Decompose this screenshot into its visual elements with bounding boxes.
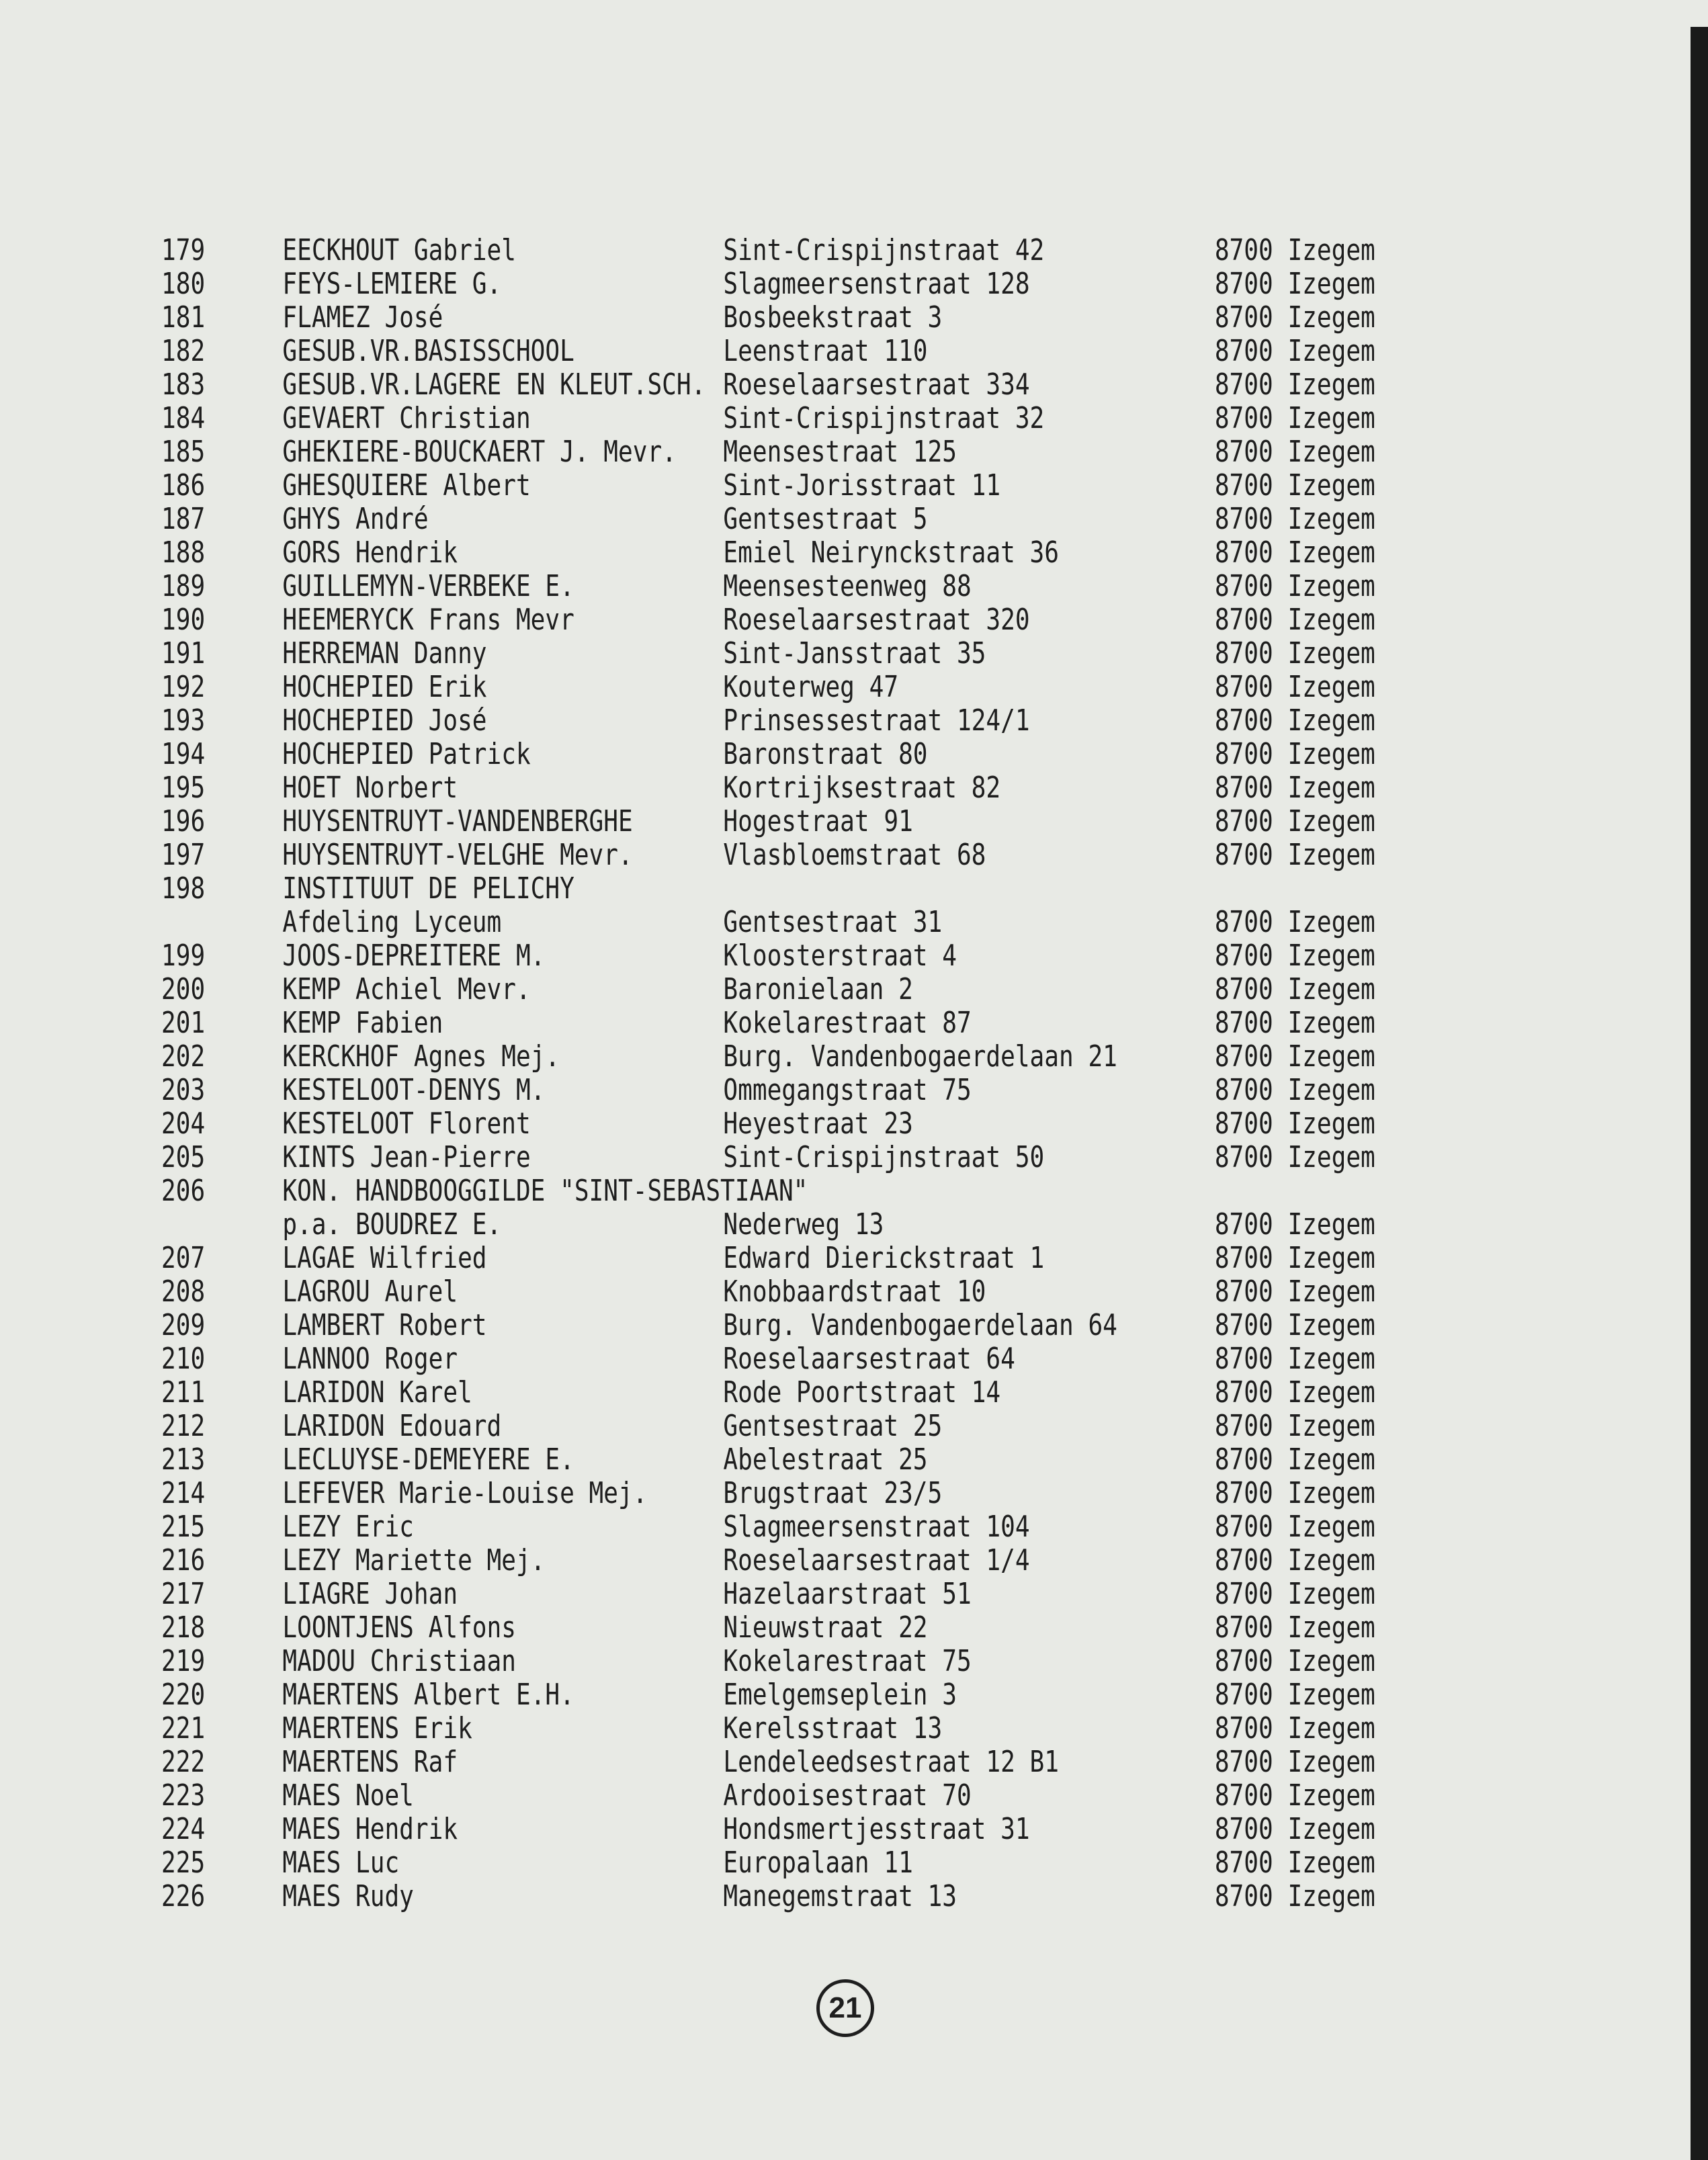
entry-street: Vlasbloemstraat 68 <box>723 838 986 872</box>
scan-edge-bar <box>1691 27 1708 2160</box>
entry-street: Nederweg 13 <box>723 1207 884 1242</box>
entry-number: 183 <box>161 368 206 402</box>
entry-number: 220 <box>161 1678 206 1712</box>
list-item <box>161 872 1285 906</box>
entry-city: 8700 Izegem <box>1214 737 1375 771</box>
entry-street: Burg. Vandenbogaerdelaan 21 <box>723 1039 1117 1074</box>
entry-street: Leenstraat 110 <box>723 334 928 368</box>
entry-city: 8700 Izegem <box>1214 535 1375 570</box>
list-item <box>161 1510 1375 1544</box>
entry-city: 8700 Izegem <box>1214 1577 1375 1611</box>
entry-city: 8700 Izegem <box>1214 838 1375 872</box>
list-item <box>161 1610 1375 1645</box>
entry-street: Ommegangstraat 75 <box>723 1073 972 1107</box>
entry-number: 189 <box>161 569 206 603</box>
entry-number: 211 <box>161 1375 206 1410</box>
list-item <box>161 334 1375 368</box>
entry-city: 8700 Izegem <box>1214 1409 1375 1443</box>
entry-name: HEEMERYCK Frans Mevr <box>282 603 574 637</box>
entry-name: LAMBERT Robert <box>282 1308 487 1342</box>
entry-street: Manegemstraat 13 <box>723 1879 957 1913</box>
entry-city: 8700 Izegem <box>1214 804 1375 838</box>
entry-name: LANNOO Roger <box>282 1342 458 1376</box>
list-item <box>161 737 1375 771</box>
entry-number: 224 <box>161 1812 206 1846</box>
entry-name: KESTELOOT-DENYS M. <box>282 1073 546 1107</box>
entry-street: Roeselaarsestraat 1/4 <box>723 1543 1030 1578</box>
entry-name: LECLUYSE-DEMEYERE E. <box>282 1442 574 1477</box>
entry-street: Lendeleedsestraat 12 B1 <box>723 1745 1060 1779</box>
entry-street: Roeselaarsestraat 64 <box>723 1342 1015 1376</box>
list-item <box>161 1308 1375 1342</box>
list-item <box>161 1543 1375 1578</box>
entry-number: 226 <box>161 1879 206 1913</box>
entry-name: GESUB.VR.LAGERE EN KLEUT.SCH. <box>282 368 706 402</box>
entry-number: 214 <box>161 1476 206 1510</box>
list-item <box>161 905 1375 939</box>
entry-street: Brugstraat 23/5 <box>723 1476 943 1510</box>
entry-number: 188 <box>161 535 206 570</box>
entry-number: 179 <box>161 233 206 267</box>
entry-name: LIAGRE Johan <box>282 1577 458 1611</box>
entry-number: 191 <box>161 636 206 671</box>
entry-name: KON. HANDBOOGGILDE "SINT-SEBASTIAAN" <box>282 1174 808 1208</box>
entry-street: Knobbaardstraat 10 <box>723 1275 986 1309</box>
entry-number: 190 <box>161 603 206 637</box>
list-item <box>161 1006 1375 1040</box>
entry-city: 8700 Izegem <box>1214 300 1375 335</box>
entry-number: 192 <box>161 670 206 704</box>
list-item <box>161 1778 1375 1813</box>
entry-name: KERCKHOF Agnes Mej. <box>282 1039 560 1074</box>
entry-city: 8700 Izegem <box>1214 905 1375 939</box>
entry-city: 8700 Izegem <box>1214 939 1375 973</box>
entry-city: 8700 Izegem <box>1214 1073 1375 1107</box>
entry-number: 208 <box>161 1275 206 1309</box>
entry-city: 8700 Izegem <box>1214 670 1375 704</box>
entry-name: GHESQUIERE Albert <box>282 468 531 503</box>
entry-street: Baronielaan 2 <box>723 972 913 1006</box>
entry-number: 200 <box>161 972 206 1006</box>
entry-street: Sint-Jansstraat 35 <box>723 636 986 671</box>
list-item <box>161 1342 1375 1376</box>
list-item <box>161 1442 1375 1477</box>
entry-street: Gentsestraat 25 <box>723 1409 943 1443</box>
list-item <box>161 1241 1375 1275</box>
list-item <box>161 1846 1375 1880</box>
entry-number: 185 <box>161 435 206 469</box>
entry-street: Edward Dierickstraat 1 <box>723 1241 1045 1275</box>
entry-city: 8700 Izegem <box>1214 1107 1375 1141</box>
entry-number: 207 <box>161 1241 206 1275</box>
entry-street: Sint-Crispijnstraat 32 <box>723 401 1045 435</box>
entry-name: MAERTENS Raf <box>282 1745 458 1779</box>
entry-city: 8700 Izegem <box>1214 334 1375 368</box>
entry-street: Hazelaarstraat 51 <box>723 1577 972 1611</box>
entry-city: 8700 Izegem <box>1214 401 1375 435</box>
entry-number: 217 <box>161 1577 206 1611</box>
entry-name: KESTELOOT Florent <box>282 1107 531 1141</box>
entry-name: HUYSENTRUYT-VANDENBERGHE <box>282 804 633 838</box>
entry-city: 8700 Izegem <box>1214 636 1375 671</box>
list-item <box>161 368 1375 402</box>
entry-name: HUYSENTRUYT-VELGHE Mevr. <box>282 838 633 872</box>
entry-street: Prinsessestraat 124/1 <box>723 703 1030 738</box>
entry-number: 221 <box>161 1711 206 1745</box>
entry-city: 8700 Izegem <box>1214 1039 1375 1074</box>
entry-number: 199 <box>161 939 206 973</box>
entry-city: 8700 Izegem <box>1214 233 1375 267</box>
entry-number: 184 <box>161 401 206 435</box>
entry-city: 8700 Izegem <box>1214 1610 1375 1645</box>
entry-street: Europalaan 11 <box>723 1846 913 1880</box>
entry-number: 212 <box>161 1409 206 1443</box>
entry-name: MAES Hendrik <box>282 1812 458 1846</box>
list-item <box>161 1207 1375 1242</box>
entry-street: Nieuwstraat 22 <box>723 1610 928 1645</box>
entry-city: 8700 Izegem <box>1214 1241 1375 1275</box>
entry-street: Heyestraat 23 <box>723 1107 913 1141</box>
entry-number: 201 <box>161 1006 206 1040</box>
entry-street: Meensestraat 125 <box>723 435 957 469</box>
entry-city: 8700 Izegem <box>1214 1778 1375 1813</box>
list-item <box>161 1039 1375 1074</box>
entry-name: KINTS Jean-Pierre <box>282 1140 531 1174</box>
entry-city: 8700 Izegem <box>1214 771 1375 805</box>
list-item <box>161 502 1375 536</box>
entry-name: LAGROU Aurel <box>282 1275 458 1309</box>
entry-street: Gentsestraat 5 <box>723 502 928 536</box>
entry-street: Abelestraat 25 <box>723 1442 928 1477</box>
entry-name: EECKHOUT Gabriel <box>282 233 516 267</box>
entry-name: MAES Luc <box>282 1846 400 1880</box>
entry-number: 206 <box>161 1174 206 1208</box>
entry-number: 202 <box>161 1039 206 1074</box>
entry-street: Sint-Crispijnstraat 50 <box>723 1140 1045 1174</box>
entry-street: Meensesteenweg 88 <box>723 569 972 603</box>
entry-number: 213 <box>161 1442 206 1477</box>
entry-number: 215 <box>161 1510 206 1544</box>
page-number: 21 <box>828 1991 862 2024</box>
entry-city: 8700 Izegem <box>1214 1678 1375 1712</box>
entry-name: HOCHEPIED Patrick <box>282 737 531 771</box>
list-item <box>161 1275 1375 1309</box>
list-item <box>161 468 1375 503</box>
list-item <box>161 1107 1375 1141</box>
entry-street: Gentsestraat 31 <box>723 905 943 939</box>
entry-street: Roeselaarsestraat 334 <box>723 368 1030 402</box>
entry-street: Bosbeekstraat 3 <box>723 300 943 335</box>
entry-city: 8700 Izegem <box>1214 569 1375 603</box>
list-item <box>161 401 1375 435</box>
list-item <box>161 569 1375 603</box>
entry-number: 209 <box>161 1308 206 1342</box>
entry-name: MAERTENS Erik <box>282 1711 472 1745</box>
entry-number: 205 <box>161 1140 206 1174</box>
entry-city: 8700 Izegem <box>1214 1711 1375 1745</box>
list-item <box>161 300 1375 335</box>
entry-street: Sint-Crispijnstraat 42 <box>723 233 1045 267</box>
entry-city: 8700 Izegem <box>1214 1308 1375 1342</box>
entry-city: 8700 Izegem <box>1214 703 1375 738</box>
entry-name: HOET Norbert <box>282 771 458 805</box>
entry-city: 8700 Izegem <box>1214 1879 1375 1913</box>
entry-name: LARIDON Edouard <box>282 1409 502 1443</box>
entry-city: 8700 Izegem <box>1214 1644 1375 1678</box>
entry-city: 8700 Izegem <box>1214 1442 1375 1477</box>
entry-city: 8700 Izegem <box>1214 1510 1375 1544</box>
list-item <box>161 267 1375 301</box>
list-item <box>161 1711 1375 1745</box>
list-item <box>161 1879 1375 1913</box>
list-item <box>161 1140 1375 1174</box>
entry-street: Baronstraat 80 <box>723 737 928 771</box>
entry-street: Hondsmertjesstraat 31 <box>723 1812 1030 1846</box>
entry-street: Ardooisestraat 70 <box>723 1778 972 1813</box>
entry-city: 8700 Izegem <box>1214 603 1375 637</box>
entry-name: LAGAE Wilfried <box>282 1241 487 1275</box>
list-item <box>161 1375 1375 1410</box>
entry-city: 8700 Izegem <box>1214 1812 1375 1846</box>
entry-city: 8700 Izegem <box>1214 1476 1375 1510</box>
entry-street: Sint-Jorisstraat 11 <box>723 468 1001 503</box>
entry-city: 8700 Izegem <box>1214 1342 1375 1376</box>
entry-city: 8700 Izegem <box>1214 468 1375 503</box>
entry-street: Kerelsstraat 13 <box>723 1711 943 1745</box>
list-item <box>161 804 1375 838</box>
entry-street: Emelgemseplein 3 <box>723 1678 957 1712</box>
entry-name: MAES Noel <box>282 1778 414 1813</box>
entry-name: MAES Rudy <box>282 1879 414 1913</box>
entry-city: 8700 Izegem <box>1214 1745 1375 1779</box>
entry-name: FLAMEZ José <box>282 300 443 335</box>
entry-name: GESUB.VR.BASISSCHOOL <box>282 334 574 368</box>
entry-name: LEZY Eric <box>282 1510 414 1544</box>
entry-number: 219 <box>161 1644 206 1678</box>
entry-number: 197 <box>161 838 206 872</box>
list-item <box>161 939 1375 973</box>
entry-name: GEVAERT Christian <box>282 401 531 435</box>
entry-number: 210 <box>161 1342 206 1376</box>
list-item <box>161 703 1375 738</box>
entry-name: HERREMAN Danny <box>282 636 487 671</box>
entry-street: Emiel Neirynckstraat 36 <box>723 535 1060 570</box>
entry-number: 187 <box>161 502 206 536</box>
entry-number: 195 <box>161 771 206 805</box>
list-item <box>161 1409 1375 1443</box>
entry-number: 182 <box>161 334 206 368</box>
list-item <box>161 233 1375 267</box>
entry-street: Burg. Vandenbogaerdelaan 64 <box>723 1308 1117 1342</box>
entry-name: GUILLEMYN-VERBEKE E. <box>282 569 574 603</box>
entry-street: Kokelarestraat 75 <box>723 1644 972 1678</box>
entry-name: HOCHEPIED José <box>282 703 487 738</box>
entry-city: 8700 Izegem <box>1214 1006 1375 1040</box>
list-item <box>161 838 1375 872</box>
entry-name: HOCHEPIED Erik <box>282 670 487 704</box>
entry-number: 223 <box>161 1778 206 1813</box>
list-item <box>161 603 1375 637</box>
list-item <box>161 636 1375 671</box>
entry-city: 8700 Izegem <box>1214 1140 1375 1174</box>
entry-number: 222 <box>161 1745 206 1779</box>
entry-name: KEMP Fabien <box>282 1006 443 1040</box>
entry-street: Kloosterstraat 4 <box>723 939 957 973</box>
entry-name: FEYS-LEMIERE G. <box>282 267 502 301</box>
entry-name: GHEKIERE-BOUCKAERT J. Mevr. <box>282 435 677 469</box>
entry-number: 204 <box>161 1107 206 1141</box>
entry-name: MAERTENS Albert E.H. <box>282 1678 574 1712</box>
entry-name: p.a. BOUDREZ E. <box>282 1207 502 1242</box>
list-item <box>161 771 1375 805</box>
entry-street: Rode Poortstraat 14 <box>723 1375 1001 1410</box>
list-item <box>161 1476 1375 1510</box>
entry-name: LARIDON Karel <box>282 1375 472 1410</box>
entry-number: 196 <box>161 804 206 838</box>
entry-name: LOONTJENS Alfons <box>282 1610 516 1645</box>
entry-city: 8700 Izegem <box>1214 502 1375 536</box>
list-item <box>161 972 1375 1006</box>
entry-city: 8700 Izegem <box>1214 368 1375 402</box>
entry-number: 194 <box>161 737 206 771</box>
entry-name: JOOS-DEPREITERE M. <box>282 939 546 973</box>
entry-name: LEFEVER Marie-Louise Mej. <box>282 1476 648 1510</box>
entry-city: 8700 Izegem <box>1214 1207 1375 1242</box>
list-item <box>161 535 1375 570</box>
entry-name: Afdeling Lyceum <box>282 905 502 939</box>
entry-city: 8700 Izegem <box>1214 1846 1375 1880</box>
entry-city: 8700 Izegem <box>1214 1375 1375 1410</box>
entry-city: 8700 Izegem <box>1214 435 1375 469</box>
entry-city: 8700 Izegem <box>1214 267 1375 301</box>
entry-name: INSTITUUT DE PELICHY <box>282 871 574 906</box>
list-item <box>161 1073 1375 1107</box>
entry-name: GHYS André <box>282 502 429 536</box>
entry-name: KEMP Achiel Mevr. <box>282 972 531 1006</box>
entry-street: Hogestraat 91 <box>723 804 913 838</box>
list-item <box>161 1577 1375 1611</box>
entry-city: 8700 Izegem <box>1214 1275 1375 1309</box>
entry-number: 218 <box>161 1610 206 1645</box>
entry-city: 8700 Izegem <box>1214 1543 1375 1578</box>
entry-number: 198 <box>161 871 206 906</box>
entry-number: 193 <box>161 703 206 738</box>
entry-number: 216 <box>161 1543 206 1578</box>
entry-city: 8700 Izegem <box>1214 972 1375 1006</box>
page-number-badge <box>816 1979 874 2037</box>
entry-number: 181 <box>161 300 206 335</box>
entry-name: MADOU Christiaan <box>282 1644 516 1678</box>
entry-number: 203 <box>161 1073 206 1107</box>
entry-street: Kokelarestraat 87 <box>723 1006 972 1040</box>
list-item <box>161 1812 1375 1846</box>
entry-street: Slagmeersenstraat 104 <box>723 1510 1030 1544</box>
address-listing <box>161 234 1532 1913</box>
entry-street: Slagmeersenstraat 128 <box>723 267 1030 301</box>
list-item <box>161 435 1375 469</box>
entry-street: Kouterweg 47 <box>723 670 899 704</box>
entry-number: 186 <box>161 468 206 503</box>
entry-number: 180 <box>161 267 206 301</box>
list-item <box>161 1678 1375 1712</box>
list-item <box>161 1174 1285 1208</box>
list-item <box>161 1745 1375 1779</box>
entry-name: GORS Hendrik <box>282 535 458 570</box>
list-item <box>161 1644 1375 1678</box>
list-item <box>161 670 1375 704</box>
entry-street: Roeselaarsestraat 320 <box>723 603 1030 637</box>
entry-name: LEZY Mariette Mej. <box>282 1543 546 1578</box>
entry-street: Kortrijksestraat 82 <box>723 771 1001 805</box>
entry-number: 225 <box>161 1846 206 1880</box>
